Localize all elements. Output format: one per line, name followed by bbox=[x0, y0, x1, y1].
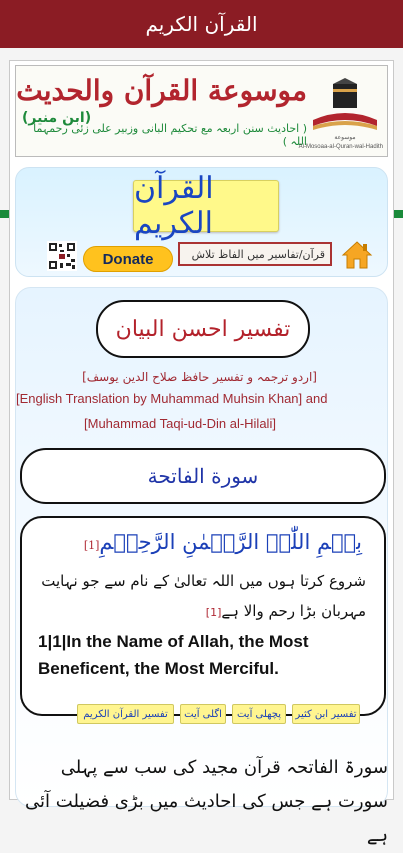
banner-english-name: Al-Mosoaa-al-Quran-wal-Hadith bbox=[298, 144, 383, 150]
ayah-arabic-text bbox=[84, 530, 362, 554]
app-title-bar bbox=[0, 0, 403, 48]
tafsir-ibn-kathir-label: تفسیر ابن کثیر bbox=[295, 708, 357, 720]
qr-code-icon[interactable] bbox=[47, 241, 77, 271]
ayah-urdu-translation bbox=[36, 566, 366, 628]
donate-label: Donate bbox=[102, 250, 154, 268]
ayah-arabic: بِسۡمِ اللّٰہِ الرَّحۡمٰنِ الرَّحِیۡمِ bbox=[99, 530, 362, 554]
app-title: القرآن الکریم bbox=[145, 12, 258, 36]
tafsir-name: تفسیر احسن البیان bbox=[115, 316, 291, 342]
banner-ibn-munir: (ابن منیر) bbox=[22, 110, 92, 126]
kaaba-book-logo-icon bbox=[309, 76, 381, 142]
tafsir-author: [اردو ترجمہ و تفسیر حافظ صلاح الدین یوسف] bbox=[82, 370, 317, 384]
ayah-number: 1|1| bbox=[38, 632, 67, 651]
surah-intro-text: سورۃ الفاتحہ قرآن مجید کی سب سے پہلی سورت ہے جس کی احادیث میں بڑی فضیلت آئی ہے bbox=[25, 757, 388, 846]
ayah-english-translation bbox=[38, 628, 378, 682]
previous-ayah-button[interactable] bbox=[232, 704, 286, 724]
ayah-card bbox=[20, 516, 386, 720]
tafsir-quran-label: تفسیر القرآن الکریم bbox=[83, 708, 168, 720]
banner-title: موسوعة القرآن والحديث bbox=[16, 74, 307, 107]
next-ayah-label: اگلی آیت bbox=[184, 708, 222, 720]
banner-subtitle: ( احادیث سنن اربعہ مع تحکیم البانی وزبیر علی زئی رحمہما اللہ ) bbox=[33, 122, 307, 148]
english-translator-line1: [English Translation by Muhammad Muhsin Khan] and bbox=[16, 391, 328, 406]
ayah-urdu: شروع کرتا ہوں میں اللہ تعالیٰ کے نام سے جو نہایت مہربان بڑا رحم والا ہے bbox=[41, 572, 366, 620]
next-ayah-button[interactable] bbox=[180, 704, 226, 724]
english-translator-line2: [Muhammad Taqi-ud-Din al-Hilali] bbox=[84, 416, 276, 431]
ayah-ref-link[interactable]: [1] bbox=[83, 539, 100, 552]
tafsir-name-button[interactable] bbox=[96, 300, 310, 358]
ayah-english: In the Name of Allah, the Most Beneficent, the Most Merciful. bbox=[38, 632, 309, 678]
search-placeholder: قرآن/تفاسیر میں الفاظ تلاش bbox=[191, 247, 325, 261]
tafsir-ibn-kathir-button[interactable] bbox=[292, 704, 360, 724]
home-icon[interactable] bbox=[341, 240, 373, 270]
surah-name: سورة الفاتحة bbox=[147, 464, 259, 488]
ayah-actions bbox=[22, 704, 388, 728]
previous-ayah-label: پچھلی آیت bbox=[236, 708, 282, 720]
surah-name-button[interactable] bbox=[20, 448, 386, 504]
green-strip-right bbox=[394, 210, 403, 218]
search-input[interactable] bbox=[178, 242, 332, 266]
quran-title-button[interactable] bbox=[133, 171, 279, 241]
nav-box bbox=[15, 167, 388, 277]
svg-text:موسوعة: موسوعة bbox=[334, 135, 356, 141]
quran-title-label: القرآن الکریم bbox=[134, 171, 214, 241]
tafsir-quran-button[interactable] bbox=[77, 704, 174, 724]
donate-button[interactable] bbox=[83, 246, 173, 272]
site-banner[interactable] bbox=[15, 65, 388, 157]
urdu-ref-link[interactable]: [1] bbox=[205, 606, 222, 619]
tafsir-section bbox=[15, 287, 388, 807]
page-content bbox=[9, 60, 394, 846]
green-strip-left bbox=[0, 210, 9, 218]
